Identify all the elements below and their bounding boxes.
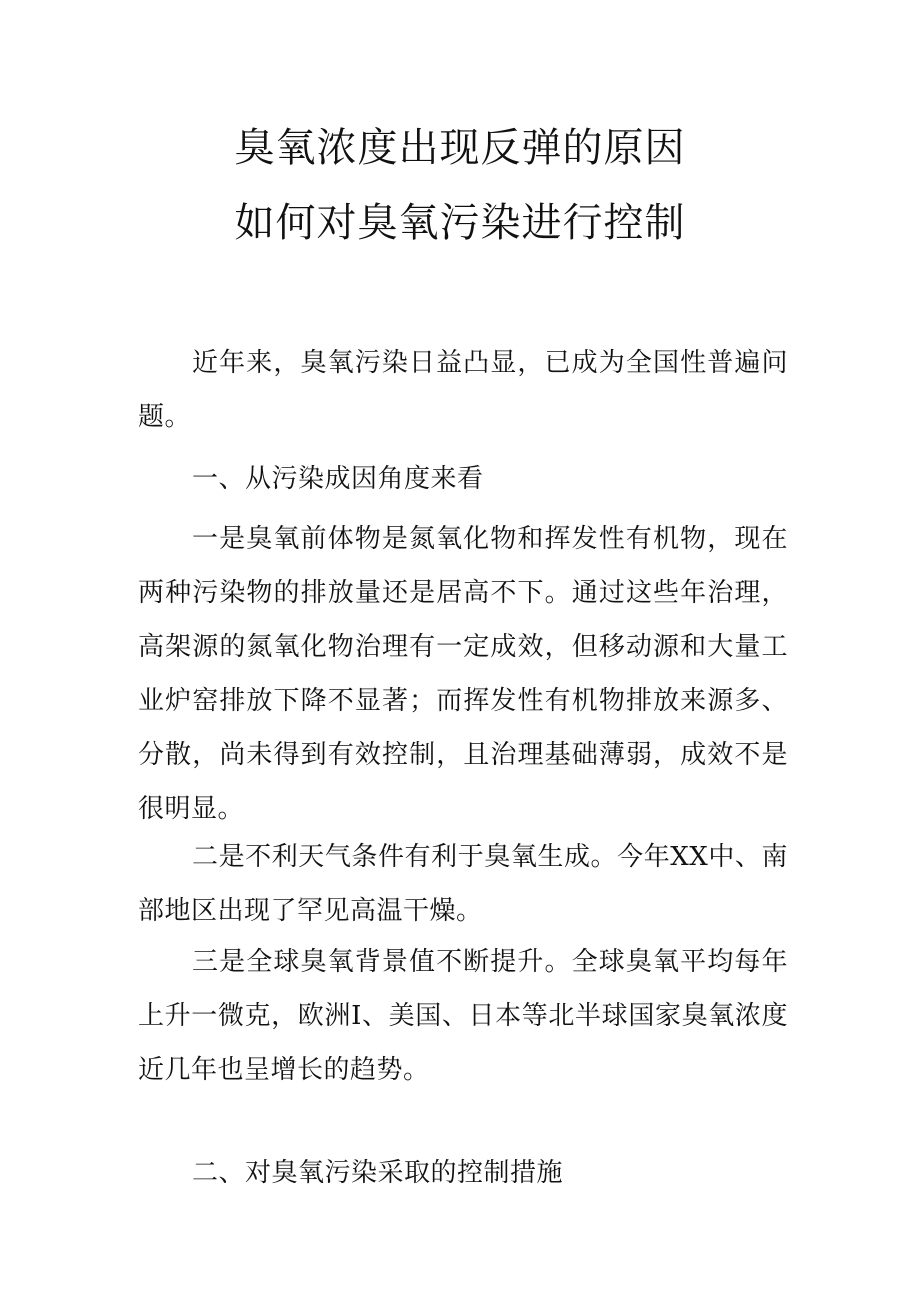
point-2-paragraph: 二是不利天气条件有利于臭氧生成。今年XX中、南部地区出现了罕见高温干燥。 [138, 842, 788, 926]
point-2-block [138, 830, 788, 938]
intro-paragraph-block [138, 336, 788, 444]
point-1-block [138, 512, 788, 836]
section-2-heading-block [138, 1146, 788, 1200]
section-2-heading: 二、对臭氧污染采取的控制措施 [192, 1158, 564, 1188]
point-1-paragraph: 一是臭氧前体物是氮氧化物和挥发性有机物，现在两种污染物的排放量还是居高不下。通过这些年治理，高架源的氮氧化物治理有一定成效，但移动源和大量工业炉窑排放下降不显著；而挥发性有机物排放来源多、分散，尚未得到有效控制，且治理基础薄弱，成效不是很明显。 [138, 524, 788, 824]
point-3-block [138, 935, 788, 1097]
section-1-heading: 一、从污染成因角度来看 [192, 464, 484, 494]
section-1-heading-block [138, 452, 788, 506]
document-title-line-1: 臭氧浓度出现反弹的原因 [234, 125, 686, 171]
intro-paragraph: 近年来，臭氧污染日益凸显，已成为全国性普遍问题。 [138, 348, 788, 432]
point-3-paragraph: 三是全球臭氧背景值不断提升。全球臭氧平均每年上升一微克，欧洲I、美国、日本等北半球国家臭氧浓度近几年也呈增长的趋势。 [138, 947, 788, 1085]
document-title-line-2: 如何对臭氧污染进行控制 [234, 200, 686, 246]
